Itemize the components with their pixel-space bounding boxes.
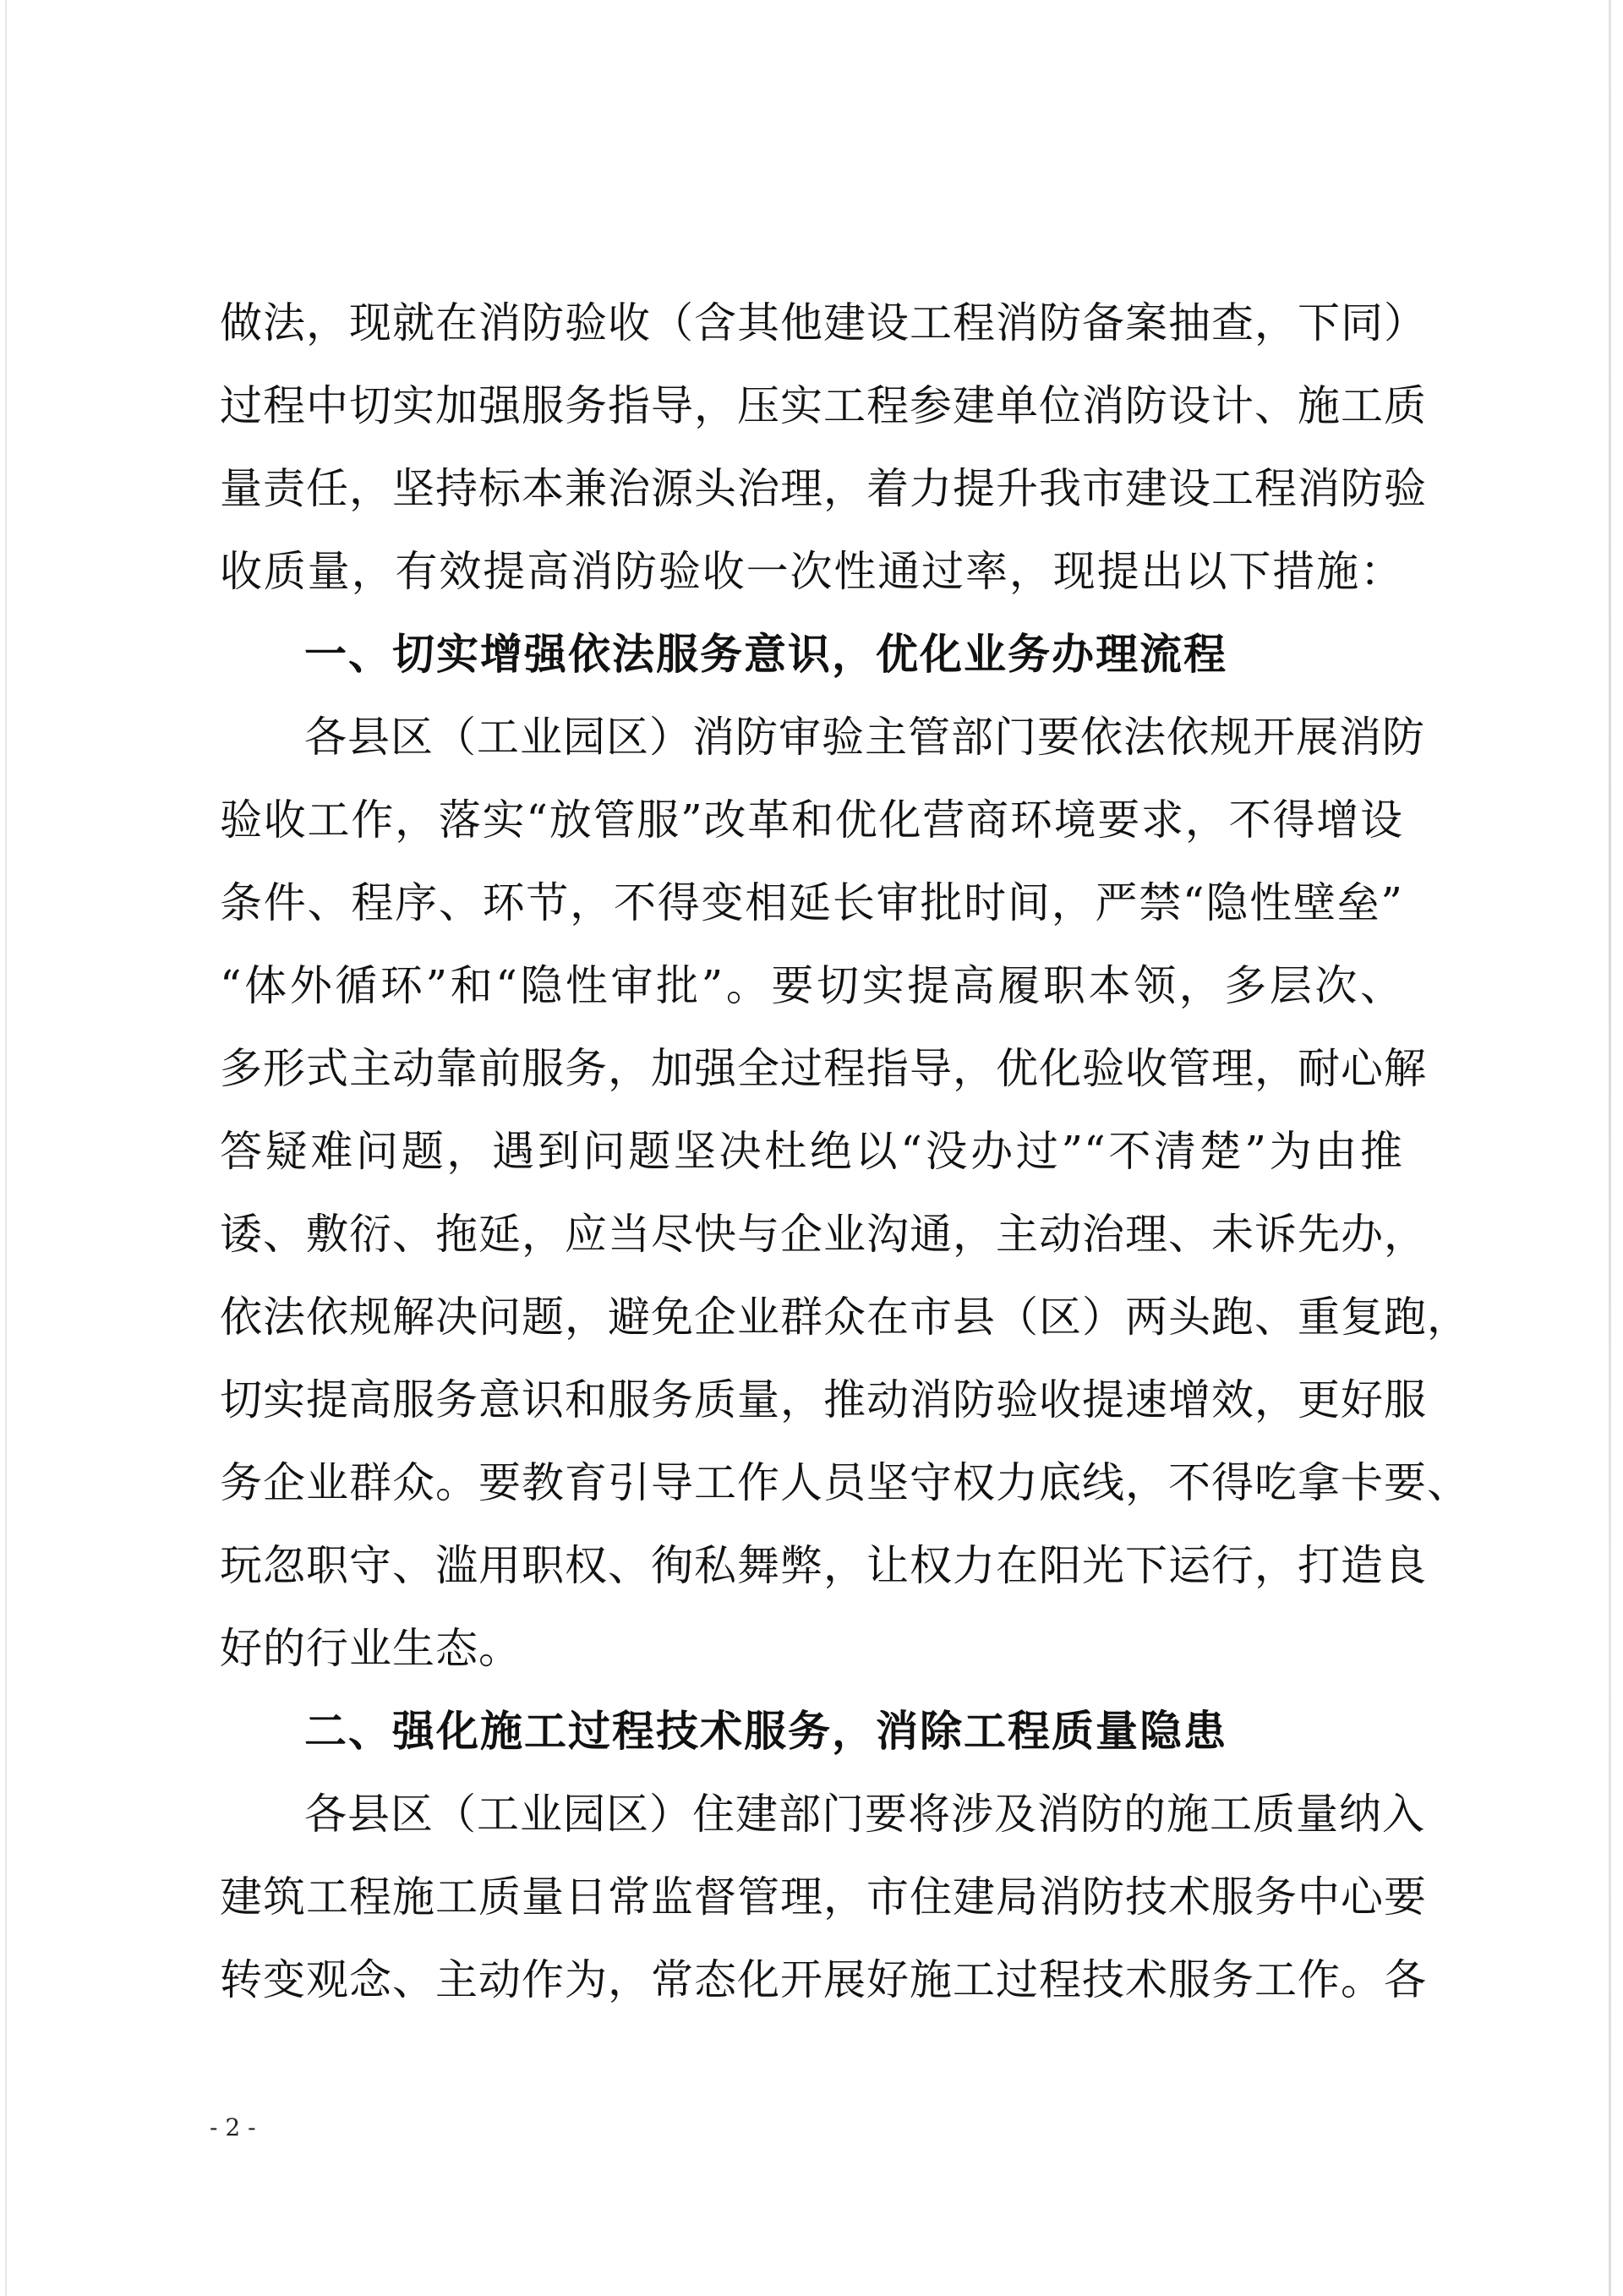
- paragraph-line: 转变观念、主动作为，常态化开展好施工过程技术服务工作。各: [220, 1955, 1427, 2004]
- paragraph-line: 诿、敷衍、拖延，应当尽快与企业沟通，主动治理、未诉先办，: [220, 1210, 1427, 1259]
- scan-left-edge: [5, 0, 7, 2296]
- paragraph-line: 切实提高服务意识和服务质量，推动消防验收提速增效，更好服: [220, 1375, 1427, 1424]
- paragraph-line: “体外循环”和“隐性审批”。要切实提高履职本领，多层次、: [220, 961, 1403, 1010]
- paragraph-line: 好的行业生态。: [220, 1624, 522, 1673]
- paragraph-line: 各县区（工业园区）住建部门要将涉及消防的施工质量纳入: [304, 1790, 1425, 1839]
- paragraph-line: 过程中切实加强服务指导，压实工程参建单位消防设计、施工质: [220, 381, 1427, 430]
- paragraph-line: 依法依规解决问题，避免企业群众在市县（区）两头跑、重复跑，: [220, 1293, 1470, 1342]
- paragraph-line: 验收工作，落实“放管服”改革和优化营商环境要求，不得增设: [220, 795, 1403, 845]
- paragraph-line: 建筑工程施工质量日常监督管理，市住建局消防技术服务中心要: [220, 1872, 1427, 1922]
- paragraph-line: 收质量，有效提高消防验收一次性通过率，现提出以下措施：: [220, 547, 1403, 596]
- paragraph-line: 答疑难问题，遇到问题坚决杜绝以“没办过”“不清楚”为由推: [220, 1127, 1403, 1176]
- scan-right-edge: [1609, 0, 1611, 2296]
- paragraph-line: 多形式主动靠前服务，加强全过程指导，优化验收管理，耐心解: [220, 1044, 1427, 1093]
- page-number: - 2 -: [210, 2113, 256, 2141]
- section-heading-2: 二、强化施工过程技术服务，消除工程质量隐患: [304, 1707, 1227, 1756]
- paragraph-line: 量责任，坚持标本兼治源头治理，着力提升我市建设工程消防验: [220, 464, 1427, 513]
- section-heading-1: 一、切实增强依法服务意识，优化业务办理流程: [304, 630, 1227, 679]
- paragraph-line: 各县区（工业园区）消防审验主管部门要依法依规开展消防: [304, 713, 1425, 762]
- paragraph-line: 条件、程序、环节，不得变相延长审批时间，严禁“隐性壁垒”: [220, 878, 1403, 927]
- paragraph-line: 玩忽职守、滥用职权、徇私舞弊，让权力在阳光下运行，打造良: [220, 1541, 1427, 1590]
- paragraph-line: 务企业群众。要教育引导工作人员坚守权力底线，不得吃拿卡要、: [220, 1458, 1470, 1507]
- paragraph-line: 做法，现就在消防验收（含其他建设工程消防备案抽查，下同）: [220, 298, 1427, 347]
